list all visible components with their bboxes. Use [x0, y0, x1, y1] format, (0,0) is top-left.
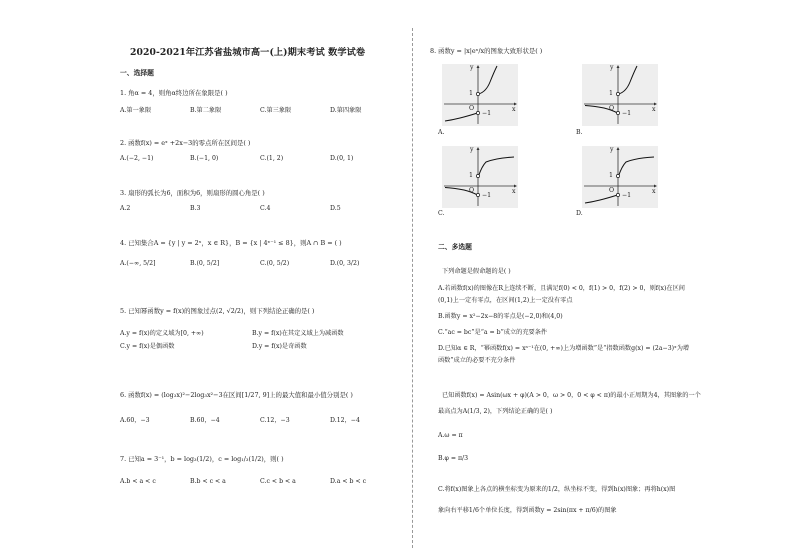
- graph-b: [582, 64, 658, 126]
- option-c[interactable]: C.4: [260, 205, 271, 212]
- tick-label-neg1: −1: [482, 192, 492, 199]
- question-10-option-c[interactable]: C.将f(x)图象上各点的横坐标变为原来的1/2，纵坐标不变，得到h(x)图象；再将h(x)图: [438, 486, 676, 493]
- y-axis-label: y: [610, 64, 614, 71]
- y-axis-label: y: [610, 146, 614, 153]
- question-5-options-row2: [120, 341, 410, 350]
- option-c[interactable]: C.(0, 5/2): [260, 260, 290, 267]
- column-divider: [412, 28, 413, 548]
- option-b[interactable]: B.60，−4: [190, 417, 220, 424]
- graph-b-label[interactable]: B.: [576, 129, 583, 136]
- question-5-options-row1: [120, 328, 410, 337]
- graph-d-label[interactable]: D.: [576, 210, 583, 217]
- question-9-option-d-cont: 函数”成立的必要不充分条件: [438, 357, 516, 364]
- question-6-stem: 6. 函数f(x) = (log₃x)²−2log₃x²−3在区间[1/27, 9]上的最大值和最小值分别是( ): [120, 391, 353, 399]
- option-b[interactable]: B.(−1, 0): [190, 155, 219, 162]
- graph-c: [442, 146, 518, 208]
- question-9-option-a[interactable]: A.若函数f(x)的图像在R上连续不断，且满足f(0) < 0，f(1) > 0，f(2) > 0，则f(x)在区间: [438, 285, 685, 292]
- question-8-stem: 8. 函数y = |x|eˣ/x的图象大致形状是( ): [430, 47, 543, 55]
- x-axis-label: x: [652, 188, 656, 195]
- right-column: [430, 0, 770, 560]
- question-7-options: [120, 478, 410, 485]
- question-3-options: [120, 205, 410, 212]
- page-title: 2020-2021年江苏省盐城市高一(上)期末考试 数学试卷: [130, 47, 366, 58]
- option-c[interactable]: C.第三象限: [260, 107, 292, 114]
- tick-label-neg1: −1: [622, 192, 632, 199]
- graph-d: [582, 146, 658, 208]
- option-a[interactable]: A.b < a < c: [120, 478, 156, 485]
- question-10-stem: 已知函数f(x) = Asin(ωx + φ)(A > 0，ω > 0，0 < φ < π)的最小正周期为4，其图象的一个: [442, 392, 701, 399]
- left-column: [110, 0, 400, 560]
- question-9-stem: 下列命题是假命题的是( ): [442, 268, 511, 275]
- option-d[interactable]: D.y = f(x)是奇函数: [252, 343, 307, 350]
- option-a[interactable]: A.(−∞, 5/2]: [120, 260, 156, 267]
- option-d[interactable]: D.a < b < c: [330, 478, 367, 485]
- question-7-stem: 7. 已知a = 3⁻¹，b = log₃(1/2)，c = log₁/₃(1/2)，则( ): [120, 455, 284, 463]
- graph-a-label[interactable]: A.: [438, 129, 445, 136]
- question-10-stem-cont: 最高点为A(1/3, 2)，下列结论正确的是( ): [438, 408, 553, 415]
- question-2-stem: 2. 函数f(x) = eˣ +2x−3的零点所在区间是( ): [120, 139, 251, 147]
- option-b[interactable]: B.y = f(x)在其定义域上为减函数: [252, 330, 344, 337]
- origin-label: O: [609, 105, 615, 112]
- question-9-option-d[interactable]: D.已知α ∈ R，“幂函数f(x) = xᵃ⁻¹在(0, +∞)上为增函数”是“指数函数g(x) = (2a−3)ˣ为增: [438, 345, 690, 352]
- question-6-options: [120, 415, 410, 424]
- question-9-option-c[interactable]: C.“ac = bc”是“a = b”成立的充要条件: [438, 329, 548, 336]
- question-9-option-b[interactable]: B.函数y = x²−2x−8的零点是(−2,0)和(4,0): [438, 313, 563, 320]
- origin-label: O: [469, 105, 475, 112]
- x-axis-label: x: [652, 106, 656, 113]
- question-1-stem: 1. 角α = 4，则角α终边所在象限是( ): [120, 89, 228, 97]
- question-5-stem: 5. 已知幂函数y = f(x)的图象过点(2, √2/2)，则下列结论正确的是( ): [120, 307, 315, 315]
- origin-label: O: [609, 187, 615, 194]
- tick-label-1: 1: [469, 172, 473, 179]
- x-axis-label: x: [512, 188, 516, 195]
- option-c[interactable]: C.y = f(x)是偶函数: [120, 343, 175, 350]
- question-10-option-a[interactable]: A.ω = π: [438, 432, 463, 439]
- option-b[interactable]: B.第二象限: [190, 107, 222, 114]
- option-a[interactable]: A.(−2, −1): [120, 155, 154, 162]
- tick-label-neg1: −1: [482, 110, 492, 117]
- option-b[interactable]: B.3: [190, 205, 201, 212]
- question-3-stem: 3. 扇形的弧长为6，面积为6，则扇形的圆心角是( ): [120, 189, 265, 197]
- option-a[interactable]: A.60，−3: [120, 417, 150, 424]
- section-multi-heading: 二、多选题: [438, 243, 472, 251]
- y-axis-label: y: [470, 64, 474, 71]
- y-axis-label: y: [470, 146, 474, 153]
- question-4-options: [120, 260, 410, 267]
- option-c[interactable]: C.12，−3: [260, 417, 290, 424]
- tick-label-1: 1: [469, 90, 473, 97]
- question-9-option-a-cont: (0,1)上一定有零点，在区间(1,2)上一定没有零点: [438, 297, 573, 304]
- option-d[interactable]: D.5: [330, 205, 341, 212]
- question-1-options: [120, 105, 410, 114]
- option-a[interactable]: A.y = f(x)的定义域为[0, +∞): [120, 330, 204, 337]
- question-2-options: [120, 155, 410, 162]
- section-choice-heading: 一、选择题: [120, 69, 154, 77]
- graph-c-label[interactable]: C.: [438, 210, 445, 217]
- option-b[interactable]: B.(0, 5/2]: [190, 260, 220, 267]
- option-a[interactable]: A.第一象限: [120, 107, 152, 114]
- tick-label-neg1: −1: [622, 110, 632, 117]
- question-10-option-b[interactable]: B.φ = π/3: [438, 455, 469, 462]
- origin-label: O: [469, 187, 475, 194]
- option-d[interactable]: D.12，−4: [330, 417, 360, 424]
- option-d[interactable]: D.第四象限: [330, 107, 362, 114]
- question-4-stem: 4. 已知集合A = {y | y = 2ˣ，x ∈ R}，B = {x | 4ˣ⁻¹ ≤ 8}，则A ∩ B = ( ): [120, 239, 342, 247]
- option-c[interactable]: C.(1, 2): [260, 155, 284, 162]
- tick-label-1: 1: [609, 90, 613, 97]
- question-10-option-c-cont: 象向右平移1/6个单位长度，得到函数y = 2sin(πx + π/6)的图象: [438, 507, 617, 514]
- x-axis-label: x: [512, 106, 516, 113]
- option-d[interactable]: D.(0, 3/2): [330, 260, 360, 267]
- option-d[interactable]: D.(0, 1): [330, 155, 354, 162]
- option-c[interactable]: C.c < b < a: [260, 478, 296, 485]
- tick-label-1: 1: [609, 172, 613, 179]
- option-a[interactable]: A.2: [120, 205, 131, 212]
- graph-a: [442, 64, 518, 126]
- option-b[interactable]: B.b < c < a: [190, 478, 226, 485]
